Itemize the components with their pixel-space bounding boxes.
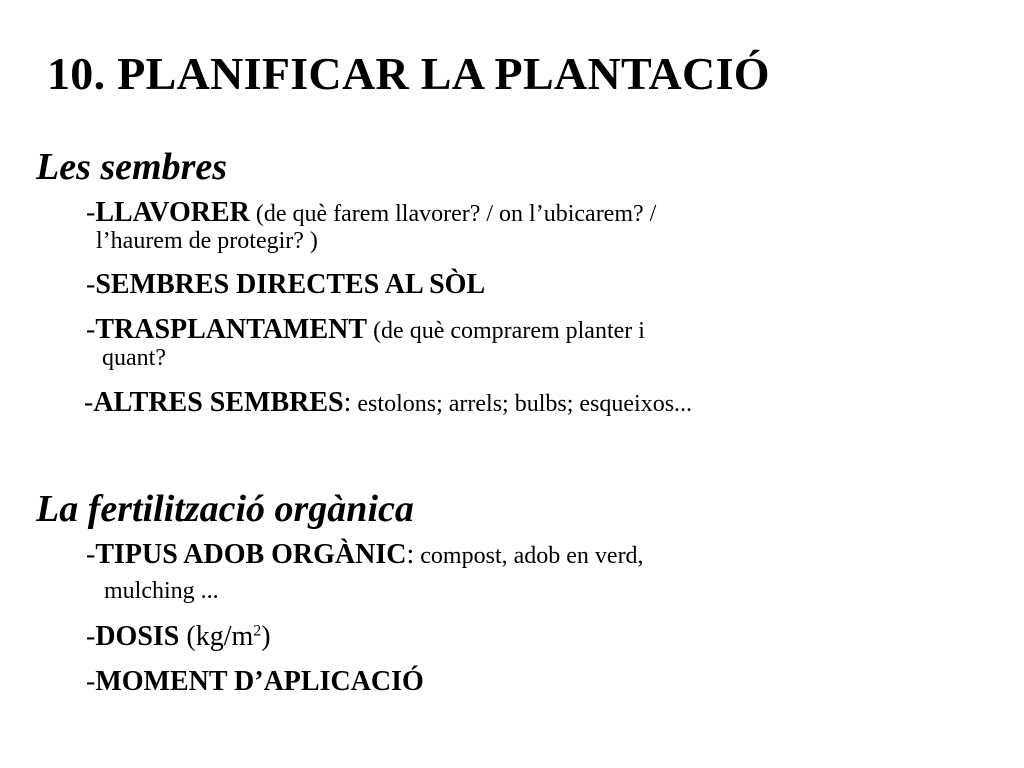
item-dash: - [86, 539, 96, 570]
item-key: TRASPLANTAMENT [95, 314, 368, 345]
item-continuation: mulching ... [104, 578, 219, 604]
section-heading-fertilitzacio: La fertilització orgànica [36, 488, 414, 530]
item-key: SEMBRES DIRECTES AL SÒL [95, 269, 486, 300]
item-dash: - [86, 269, 96, 300]
item-colon: : [343, 387, 352, 418]
item-description: (de què farem llavorer? / on l’ubicarem? / [249, 201, 657, 227]
item-dash: - [84, 387, 94, 418]
item-description: estolons; arrels; bulbs; esqueixos... [351, 391, 693, 417]
item-key: TIPUS ADOB ORGÀNIC [95, 539, 407, 570]
list-item-llavorer [86, 198, 866, 253]
item-key: ALTRES SEMBRES [93, 387, 344, 418]
list-item-altres-sembres [84, 388, 864, 419]
item-key: MOMENT D’APLICACIÓ [95, 666, 424, 697]
section-heading-sembres: Les sembres [36, 146, 228, 188]
list-item-trasplantament [86, 315, 866, 370]
item-dash: - [86, 621, 96, 652]
list-item-dosis [86, 622, 866, 652]
item-dash: - [86, 314, 96, 345]
item-dash: - [86, 666, 96, 697]
list-item-moment-aplicacio [86, 667, 866, 697]
item-key: LLAVORER [95, 197, 250, 228]
item-colon: : [406, 539, 415, 570]
item-description: (de què comprarem planter i [367, 318, 645, 344]
item-description: compost, adob en verd, [414, 543, 644, 569]
item-unit-superscript: 2 [253, 622, 262, 640]
slide-title: 10. PLANIFICAR LA PLANTACIÓ [47, 48, 770, 99]
item-continuation: quant? [102, 345, 166, 371]
item-dash: - [86, 197, 96, 228]
list-item-sembres-directes [86, 270, 866, 300]
list-item-tipus-adob [86, 540, 866, 611]
item-unit-open: (kg/m [179, 621, 254, 652]
item-key: DOSIS [95, 621, 180, 652]
item-unit-close: ) [261, 621, 271, 652]
item-continuation: l’haurem de protegir? ) [96, 228, 318, 254]
